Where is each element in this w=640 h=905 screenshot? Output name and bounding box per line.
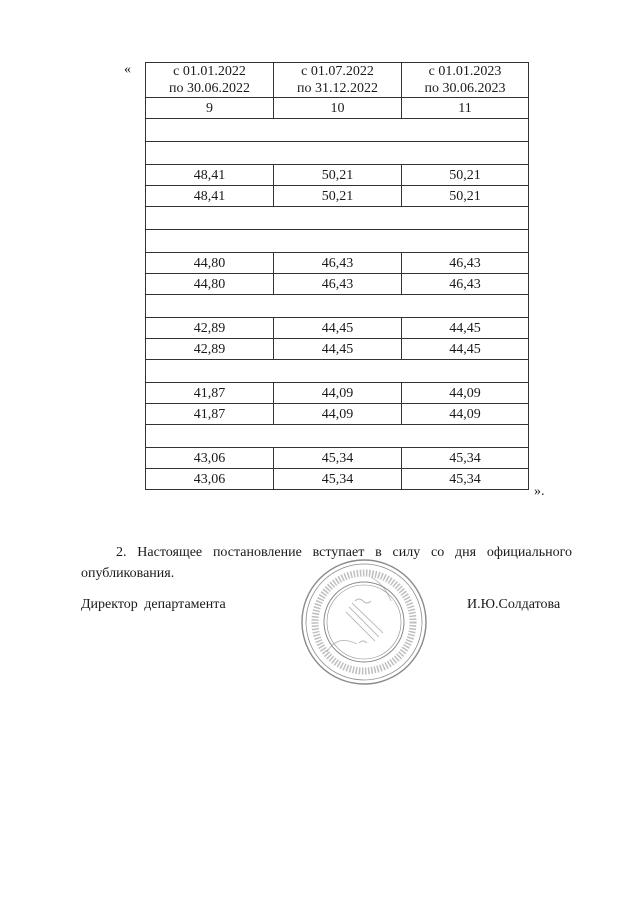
table-row (146, 383, 529, 404)
table-section-cell (146, 230, 529, 253)
table-cell: 48,41 (146, 165, 274, 186)
table-cell: 44,09 (402, 404, 529, 425)
header-period-1 (146, 63, 274, 98)
column-number: 11 (402, 98, 529, 119)
table-row (146, 274, 529, 295)
signer-name: И.Ю.Солдатова (467, 597, 561, 612)
table-section-cell (146, 119, 529, 142)
table-section-row (146, 142, 529, 165)
table-cell: 41,87 (146, 383, 274, 404)
table-section-cell (146, 295, 529, 318)
effective-date-paragraph: 2. Настоящее постановление вступает в силу со дня официального опубликования. (81, 545, 572, 581)
table-cell: 44,45 (402, 318, 529, 339)
table-cell: 44,09 (274, 404, 402, 425)
table-cell: 45,34 (402, 469, 529, 490)
tariff-table (145, 62, 529, 490)
table-section-row (146, 230, 529, 253)
table-row (146, 404, 529, 425)
tariff-table-body (146, 119, 529, 490)
table-cell: 50,21 (274, 165, 402, 186)
table-cell: 48,41 (146, 186, 274, 207)
table-cell: 44,09 (402, 383, 529, 404)
table-cell: 45,34 (274, 448, 402, 469)
table-row (146, 318, 529, 339)
header-period-1-from: с 01.01.2022 (173, 64, 246, 79)
official-seal-icon (299, 557, 429, 687)
table-section-cell (146, 425, 529, 448)
table-section-row (146, 425, 529, 448)
table-cell: 42,89 (146, 339, 274, 360)
table-cell: 44,45 (274, 339, 402, 360)
table-cell: 50,21 (402, 165, 529, 186)
table-cell: 43,06 (146, 469, 274, 490)
table-cell: 42,89 (146, 318, 274, 339)
table-cell: 44,09 (274, 383, 402, 404)
table-cell: 50,21 (274, 186, 402, 207)
table-cell: 46,43 (274, 253, 402, 274)
table-row (146, 448, 529, 469)
opening-quote: « (124, 62, 131, 77)
table-cell: 41,87 (146, 404, 274, 425)
table-row (146, 165, 529, 186)
table-cell: 50,21 (402, 186, 529, 207)
header-period-1-to: по 30.06.2022 (169, 81, 250, 96)
header-period-3-from: с 01.01.2023 (428, 64, 502, 79)
table-cell: 44,45 (274, 318, 402, 339)
table-section-cell (146, 142, 529, 165)
table-cell: 45,34 (274, 469, 402, 490)
table-cell: 44,80 (146, 274, 274, 295)
table-section-row (146, 360, 529, 383)
table-section-row (146, 207, 529, 230)
table-section-cell (146, 207, 529, 230)
table-row (146, 469, 529, 490)
column-number: 9 (146, 98, 274, 119)
table-section-row (146, 119, 529, 142)
table-cell: 43,06 (146, 448, 274, 469)
table-cell: 46,43 (402, 274, 529, 295)
table-row (146, 339, 529, 360)
table-cell: 44,45 (402, 339, 529, 360)
column-number: 10 (274, 98, 402, 119)
table-cell: 45,34 (402, 448, 529, 469)
header-period-3 (402, 63, 529, 98)
closing-quote: ». (534, 484, 545, 499)
header-period-2-to: по 31.12.2022 (297, 81, 378, 96)
table-cell: 46,43 (274, 274, 402, 295)
table-section-row (146, 295, 529, 318)
header-period-2-from: с 01.07.2022 (301, 64, 374, 79)
signer-position: Директор департамента (81, 597, 226, 612)
table-cell: 44,80 (146, 253, 274, 274)
table-cell: 46,43 (402, 253, 529, 274)
table-section-cell (146, 360, 529, 383)
table-row (146, 253, 529, 274)
column-number-row (146, 98, 529, 119)
table-row (146, 186, 529, 207)
header-period-3-to: по 30.06.2023 (424, 81, 506, 96)
header-row (146, 63, 529, 98)
header-period-2 (274, 63, 402, 98)
